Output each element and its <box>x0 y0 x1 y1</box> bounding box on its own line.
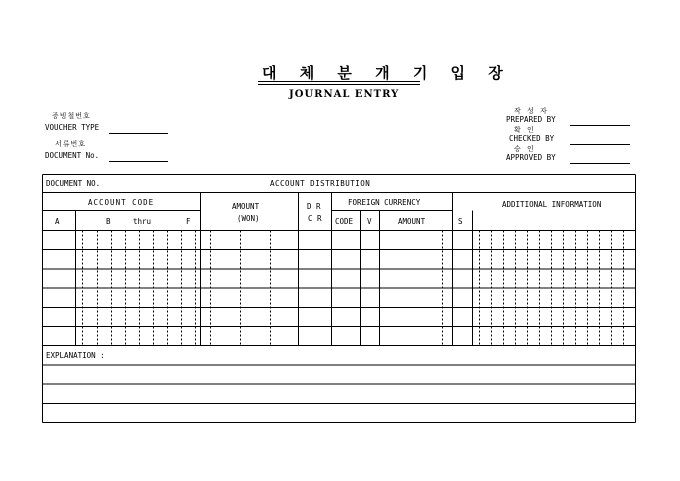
account-distribution-header: ACCOUNT DISTRIBUTION <box>270 179 371 188</box>
explanation-label: EXPLANATION : <box>46 351 105 360</box>
title-english: JOURNAL ENTRY <box>289 89 400 100</box>
voucher-type-korean: 증빙철번호 <box>52 112 91 120</box>
checked-by-korean: 확 인 <box>514 126 535 134</box>
checked-by-label: CHECKED BY <box>509 134 555 143</box>
col-b-header: B <box>106 217 111 226</box>
code-header: CODE <box>335 217 354 226</box>
approved-by-label: APPROVED BY <box>506 153 556 162</box>
dr-header: D R <box>307 202 321 211</box>
document-no-cell: DOCUMENT NO. <box>46 179 101 188</box>
account-code-header: ACCOUNT CODE <box>88 198 155 207</box>
voucher-type-label: VOUCHER TYPE <box>45 123 100 132</box>
s-header: S <box>458 217 463 226</box>
approved-by-korean: 승 인 <box>514 145 535 153</box>
document-no-label: DOCUMENT No. <box>45 151 100 160</box>
cr-header: C R <box>308 214 322 223</box>
fc-amount-header: AMOUNT <box>398 217 426 226</box>
additional-information-header: ADDITIONAL INFORMATION <box>502 200 602 209</box>
v-header: V <box>367 217 372 226</box>
document-no-korean: 서류번호 <box>55 140 87 148</box>
won-header: (WON) <box>237 214 260 223</box>
prepared-by-label: PREPARED BY <box>506 115 556 124</box>
prepared-by-korean: 작 성 자 <box>514 107 548 115</box>
title-korean: 대 체 분 개 기 입 장 <box>262 64 512 82</box>
foreign-currency-header: FOREIGN CURRENCY <box>348 198 421 207</box>
col-a-header: A <box>55 217 60 226</box>
col-f-header: F <box>186 217 191 226</box>
col-thru-header: thru <box>133 217 152 226</box>
amount-header: AMOUNT <box>232 202 260 211</box>
